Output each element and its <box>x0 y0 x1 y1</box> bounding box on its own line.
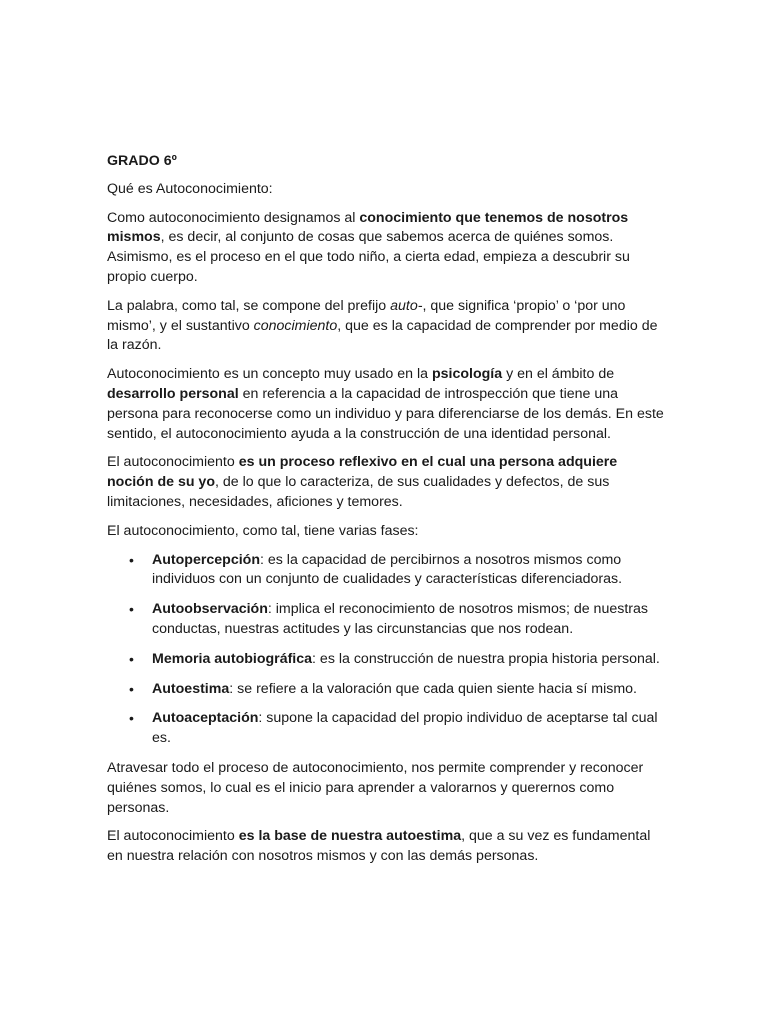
phase-term: Memoria autobiográfica <box>152 650 313 667</box>
text-run: Autoconocimiento es un concepto muy usado en la <box>107 366 432 383</box>
question-title: Qué es Autoconocimiento: <box>107 180 273 197</box>
phases-list <box>107 551 667 749</box>
italic-run: auto- <box>390 297 423 314</box>
phase-item <box>107 551 667 591</box>
bold-run: es un proceso reflexivo en el cual una persona adquiere noción de su yo <box>107 454 618 491</box>
text-run: , que significa ‘propio’ o ‘por uno mismo’, y el sustantivo <box>107 297 626 334</box>
bold-run: psicología <box>431 366 503 383</box>
bullet-icon: • <box>129 650 134 667</box>
text-run: El autoconocimiento <box>107 454 239 471</box>
italic-run: conocimiento <box>253 317 338 334</box>
bullet-icon: • <box>129 680 134 697</box>
phase-item <box>107 680 667 700</box>
document-page <box>107 152 667 876</box>
phase-term: Autoestima <box>152 680 230 697</box>
paragraph-reflexive <box>107 453 667 512</box>
text-run: y en el ámbito de <box>502 366 615 383</box>
phase-term: Autoaceptación <box>152 710 259 727</box>
phase-item <box>107 600 667 640</box>
paragraph-definition <box>107 209 667 288</box>
phase-term: Autoobservación <box>152 601 268 618</box>
phase-description: : es la capacidad de percibirnos a nosotros mismos como individuos con un conjunto de cualidades y características diferenciadoras. <box>152 551 623 588</box>
paragraph-self-esteem <box>107 827 667 867</box>
phase-item <box>107 650 667 670</box>
phase-description: : supone la capacidad del propio individuo de aceptarse tal cual es. <box>152 710 658 747</box>
phase-description: : implica el reconocimiento de nosotros mismos; de nuestras conductas, nuestras actitudes y las circunstancias que nos rodean. <box>152 601 648 637</box>
phase-item <box>107 709 667 749</box>
bullet-icon: • <box>129 551 134 568</box>
paragraph-process: Atravesar todo el proceso de autoconocimiento, nos permite comprender y reconocer quiénes somos, lo cual es el inicio para aprender a valorarnos y querernos como personas. <box>107 759 644 816</box>
bullet-icon: • <box>129 710 134 727</box>
bullet-icon: • <box>129 601 134 618</box>
bold-run: es la base de nuestra autoestima <box>238 828 462 845</box>
phase-description: : se refiere a la valoración que cada quien siente hacia sí mismo. <box>229 680 637 697</box>
text-run: Como autoconocimiento designamos al <box>107 209 360 226</box>
document-heading: GRADO 6º <box>107 153 177 169</box>
phase-term: Autopercepción <box>152 551 260 568</box>
text-run: , de lo que lo caracteriza, de sus cualidades y defectos, de sus limitaciones, necesidades, aficiones y temores. <box>107 474 610 510</box>
text-run: , que es la capacidad de comprender por medio de la razón. <box>107 317 658 354</box>
bold-run: desarrollo personal <box>107 385 239 402</box>
phases-intro: El autoconocimiento, como tal, tiene varias fases: <box>107 522 419 539</box>
phase-description: : es la construcción de nuestra propia historia personal. <box>312 650 660 667</box>
paragraph-etymology <box>107 297 667 356</box>
text-run: La palabra, como tal, se compone del prefijo <box>107 297 391 314</box>
text-run: , que a su vez es fundamental en nuestra relación con nosotros mismos y con las demás personas. <box>107 828 651 865</box>
paragraph-psychology <box>107 365 667 444</box>
bold-run: conocimiento que tenemos de nosotros mismos <box>107 209 629 246</box>
text-run: , es decir, al conjunto de cosas que sabemos acerca de quiénes somos. Asimismo, es el proceso en el que todo niño, a cierta edad, empieza a descubrir su propio cuerpo. <box>107 229 630 285</box>
text-run: El autoconocimiento <box>107 828 239 845</box>
text-run: en referencia a la capacidad de introspección que tiene una persona para reconocerse como un individuo y para diferenciarse de los demás. En este sentido, el autoconocimiento ayuda a la construcción de una identidad personal. <box>107 385 664 442</box>
